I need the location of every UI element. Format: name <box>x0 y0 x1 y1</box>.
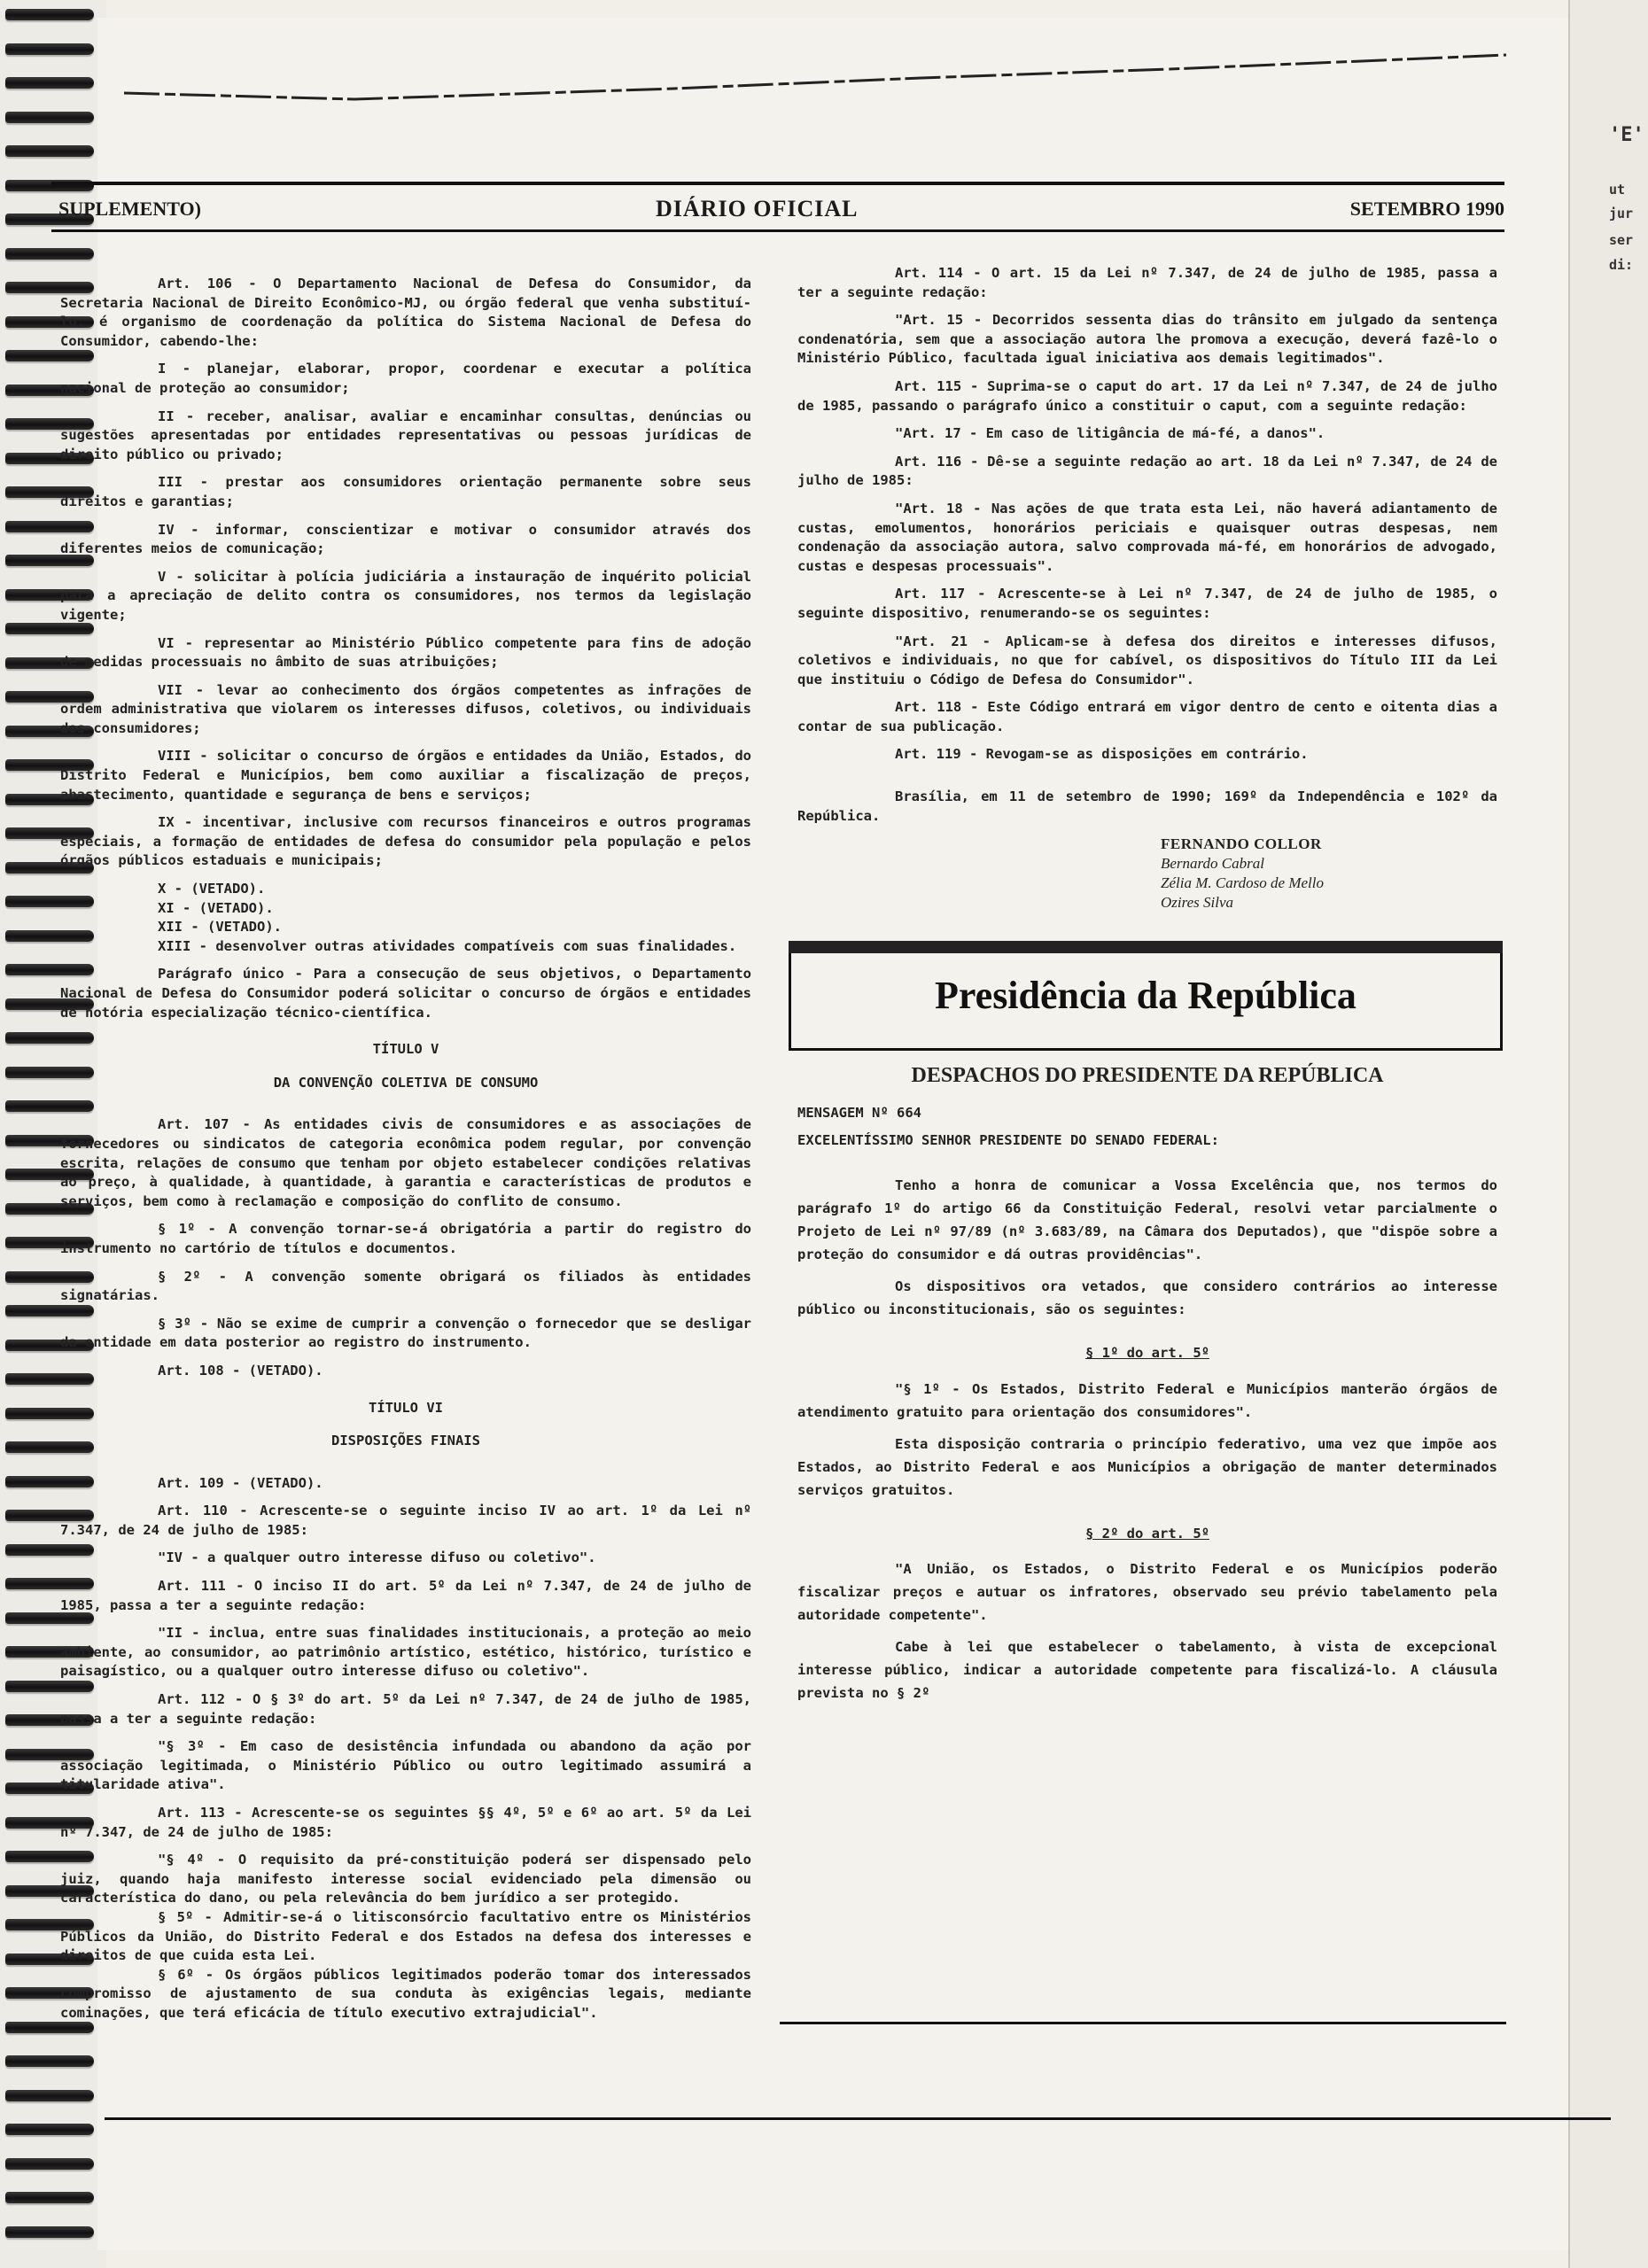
article: Art. 116 - Dê-se a seguinte redação ao art. 18 da Lei nº 7.347, de 24 de julho de 1985: <box>797 453 1497 489</box>
binding-ring <box>5 43 94 55</box>
article: Art. 106 - O Departamento Nacional de Defesa do Consumidor, da Secretaria Nacional de Direito Econômico-MJ, ou órgão federal que venha substituí-lo, é organismo de coordenação da política do Sistema Nacional de Defesa do Consumidor, cabendo-lhe: <box>60 276 751 349</box>
article: Art. 115 - Suprima-se o caput do art. 17 da Lei nº 7.347, de 24 de julho de 1985, passando o parágrafo único a constituir o caput, com a seguinte redação: <box>797 377 1497 414</box>
article: Art. 117 - Acrescente-se à Lei nº 7.347, de 24 de julho de 1985, o seguinte dispositivo, renumerando-se os seguintes: <box>797 586 1497 621</box>
edge-text: ser <box>1609 232 1634 248</box>
signature-minister: Ozires Silva <box>1161 894 1234 912</box>
vetoed-section-title: § 2º do art. 5º <box>1085 1525 1209 1542</box>
inciso: VII - levar ao conhecimento dos órgãos competentes as infrações de ordem administrativa que violarem os interesses difusos, coletivos, ou individuais dos consumidores; <box>60 681 751 736</box>
paragraph: Parágrafo único - Para a consecução de seus objetivos, o Departamento Nacional de Defesa do Consumidor poderá solicitar o concurso de órgãos e entidades de notória especialização técnico-científica. <box>60 966 751 1021</box>
section-subtitle: DISPOSIÇÕES FINAIS <box>331 1433 480 1449</box>
vetoed-text: "§ 1º - Os Estados, Distrito Federal e Municípios manterão órgãos de atendimento gratuito para orientação dos consumidores". <box>797 1380 1497 1420</box>
veto-reason: Esta disposição contraria o princípio federativo, uma vez que impõe aos Estados, ao Distrito Federal e aos Municípios a obrigação de manter determinados serviços gratuitos. <box>797 1435 1497 1498</box>
torn-page-line <box>124 53 1506 115</box>
article: Art. 109 - (VETADO). <box>158 1474 323 1491</box>
veto-reason: Cabe à lei que estabelecer o tabelamento, à vista de excepcional interesse público, indicar a autoridade competente para fiscalizá-lo. A cláusula prevista no § 2º <box>797 1639 1497 1702</box>
article: Art. 114 - O art. 15 da Lei nº 7.347, de 24 de julho de 1985, passa a ter a seguinte redação: <box>797 265 1497 300</box>
page-bottom-rule <box>105 2117 1611 2120</box>
quote: § 6º - Os órgãos públicos legitimados poderão tomar dos interessados compromisso de ajustamento de sua conduta às exigências legais, mediante cominações, que terá eficácia de título executivo extrajudicial". <box>60 1966 751 2021</box>
binding-ring <box>5 248 94 260</box>
quote: "Art. 21 - Aplicam-se à defesa dos direitos e interesses difusos, coletivos e individuais, no que for cabível, os dispositivos do Título III da Lei que instituiu o Código de Defesa do Consumidor". <box>797 633 1497 687</box>
quote: "Art. 17 - Em caso de litigância de má-fé, a danos". <box>895 425 1325 442</box>
presidencia-title: Presidência da República <box>935 974 1356 1018</box>
right-column <box>797 264 1497 1713</box>
binding-ring <box>5 2055 94 2067</box>
message-number: MENSAGEM Nº 664 <box>797 1104 921 1121</box>
quote: "§ 4º - O requisito da pré-constituição poderá ser dispensado pelo juiz, quando haja manifesto interesse social evidenciado pela dimensão ou característica do dano, ou pela relevância do bem jurídico a ser protegido. <box>60 1852 751 1907</box>
paragraph: § 3º - Não se exime de cumprir a convenção o fornecedor que se desligar da entidade em data posterior ao registro do instrumento. <box>60 1315 751 1351</box>
section-title: TÍTULO V <box>372 1041 439 1058</box>
quote: "Art. 15 - Decorridos sessenta dias do trânsito em julgado da sentença condenatória, sem que a associação autora lhe promova a execução, deverá fazê-lo o Ministério Público, facultada igual iniciativa aos demais legitimados". <box>797 312 1497 367</box>
quote: "IV - a qualquer outro interesse difuso ou coletivo". <box>158 1550 596 1566</box>
quote: "Art. 18 - Nas ações de que trata esta Lei, não haverá adiantamento de custas, emolumentos, honorários periciais e quaisquer outras despesas, nem condenação da associação autora, salvo comprovada má-fé, em honorários de advogado, custas e despesas processuais". <box>797 500 1497 574</box>
quote: "§ 3º - Em caso de desistência infundada ou abandono da ação por associação legitimada, o Ministério Público ou outro legitimado assumirá a titularidade ativa". <box>60 1738 751 1793</box>
article: Art. 107 - As entidades civis de consumidores e as associações de fornecedores ou sindicatos de categoria econômica podem regular, por convenção escrita, relações de consumo que tenham por objeto estabelecer condições relativas ao preço, à qualidade, à quantidade, à garantia e características de produtos e serviços, bem como à reclamação e composição do conflito de consumo. <box>60 1116 751 1209</box>
inciso: V - solicitar à polícia judiciária a instauração de inquérito policial para a apreciação de delito contra os consumidores, nos termos da legislação vigente; <box>60 568 751 623</box>
edge-text: di: <box>1609 257 1634 273</box>
inciso: I - planejar, elaborar, propor, coordenar e executar a política nacional de proteção ao consumidor; <box>60 361 751 396</box>
inciso: X - (VETADO). <box>158 881 266 897</box>
quote: "II - inclua, entre suas finalidades institucionais, a proteção ao meio ambiente, ao consumidor, ao patrimônio artístico, estético, histórico, turístico e paisagístico, ou a qualquer outro interesse difuso ou coletivo". <box>60 1625 751 1680</box>
paragraph: § 2º - A convenção somente obrigará os filiados às entidades signatárias. <box>60 1268 751 1304</box>
binding-ring <box>5 9 94 20</box>
section-title: TÍTULO VI <box>369 1399 443 1416</box>
message-paragraph: Tenho a honra de comunicar a Vossa Excelência que, nos termos do parágrafo 1º do artigo 66 da Constituição Federal, resolvi vetar parcialmente o Projeto de Lei nº 97/89 (nº 3.683/89, na Câmara dos Deputados), que "dispõe sobre a proteção do consumidor e dá outras providências". <box>797 1177 1497 1263</box>
binding-ring <box>5 145 94 157</box>
inciso: VIII - solicitar o concurso de órgãos e entidades da União, Estados, do Distrito Federal e Municípios, bem como auxiliar a fiscalização de preços, abastecimento, quantidade e segurança de bens e serviços; <box>60 748 751 803</box>
inciso: III - prestar aos consumidores orientação permanente sobre seus direitos e garantias; <box>60 474 751 509</box>
salutation: EXCELENTÍSSIMO SENHOR PRESIDENTE DO SENADO FEDERAL: <box>797 1132 1219 1149</box>
inciso: IX - incentivar, inclusive com recursos financeiros e outros programas especiais, a formação de entidades de defesa do consumidor pela população e pelos órgãos públicos estaduais e municipais; <box>60 814 751 869</box>
binding-ring <box>5 2124 94 2135</box>
header-date: SETEMBRO 1990 <box>1349 198 1504 220</box>
article: Art. 108 - (VETADO). <box>158 1362 323 1379</box>
edge-text: ut <box>1609 182 1626 198</box>
edge-text: 'E' <box>1609 124 1644 146</box>
column-bottom-rule <box>780 2022 1506 2024</box>
signature-president: FERNANDO COLLOR <box>1161 835 1322 853</box>
inciso: VI - representar ao Ministério Público competente para fins de adoção de medidas processuais no âmbito de suas atribuições; <box>60 634 751 671</box>
signature-block <box>1161 835 1497 913</box>
binding-ring <box>5 112 94 123</box>
article: Art. 119 - Revogam-se as disposições em contrário. <box>895 746 1309 763</box>
inciso: II - receber, analisar, avaliar e encaminhar consultas, denúncias ou sugestões apresentadas por entidades representativas ou pessoas jurídicas de direito público ou privado; <box>60 408 751 462</box>
header-section: SUPLEMENTO) <box>58 198 201 220</box>
next-page-edge <box>1568 0 1648 2268</box>
vetoed-section-title: § 1º do art. 5º <box>1085 1345 1209 1362</box>
paragraph: § 1º - A convenção tornar-se-á obrigatória a partir do registro do instrumento no cartório de títulos e documentos. <box>60 1221 751 1256</box>
binding-ring <box>5 2192 94 2203</box>
inciso: IV - informar, conscientizar e motivar o consumidor através dos diferentes meios de comunicação; <box>60 521 751 557</box>
place-date: Brasília, em 11 de setembro de 1990; 169º da Independência e 102º da República. <box>797 788 1497 824</box>
despachos-heading: DESPACHOS DO PRESIDENTE DA REPÚBLICA <box>911 1064 1384 1088</box>
binding-ring <box>5 77 94 89</box>
binding-ring <box>5 2226 94 2238</box>
edge-text: jur <box>1609 206 1634 221</box>
vetoed-text: "A União, os Estados, o Distrito Federal e os Municípios poderão fiscalizar preços e autuar os infratores, observado seu prévio tabelamento pela autoridade competente". <box>797 1561 1497 1624</box>
article: Art. 110 - Acrescente-se o seguinte inciso IV ao art. 1º da Lei nº 7.347, de 24 de julho de 1985: <box>60 1503 751 1538</box>
presidencia-banner <box>789 941 1503 1051</box>
binding-ring <box>5 2090 94 2101</box>
article: Art. 112 - O § 3º do art. 5º da Lei nº 7.347, de 24 de julho de 1985, passa a ter a seguinte redação: <box>60 1691 751 1727</box>
article: Art. 113 - Acrescente-se os seguintes §§ 4º, 5º e 6º ao art. 5º da Lei nº 7.347, de 24 de julho de 1985: <box>60 1805 751 1840</box>
page-header <box>51 182 1504 232</box>
inciso: XI - (VETADO). <box>158 899 274 916</box>
signature-minister: Zélia M. Cardoso de Mello <box>1161 874 1324 892</box>
article: Art. 111 - O inciso II do art. 5º da Lei nº 7.347, de 24 de julho de 1985, passa a ter a seguinte redação: <box>60 1578 751 1613</box>
signature-minister: Bernardo Cabral <box>1161 855 1264 873</box>
inciso: XIII - desenvolver outras atividades compatíveis com suas finalidades. <box>158 937 737 954</box>
left-column <box>60 275 751 2032</box>
article: Art. 118 - Este Código entrará em vigor dentro de cento e oitenta dias a contar de sua publicação. <box>797 699 1497 734</box>
inciso: XII - (VETADO). <box>158 919 282 936</box>
binding-ring <box>5 2158 94 2170</box>
section-subtitle: DA CONVENÇÃO COLETIVA DE CONSUMO <box>273 1074 539 1091</box>
message-paragraph: Os dispositivos ora vetados, que considero contrários ao interesse público ou inconstitucionais, são os seguintes: <box>797 1278 1497 1318</box>
quote: § 5º - Admitir-se-á o litisconsórcio facultativo entre os Ministérios Públicos da União, do Distrito Federal e dos Estados na defesa dos interesses e direitos de que cuida esta Lei. <box>60 1908 751 1964</box>
header-title: DIÁRIO OFICIAL <box>656 196 859 221</box>
